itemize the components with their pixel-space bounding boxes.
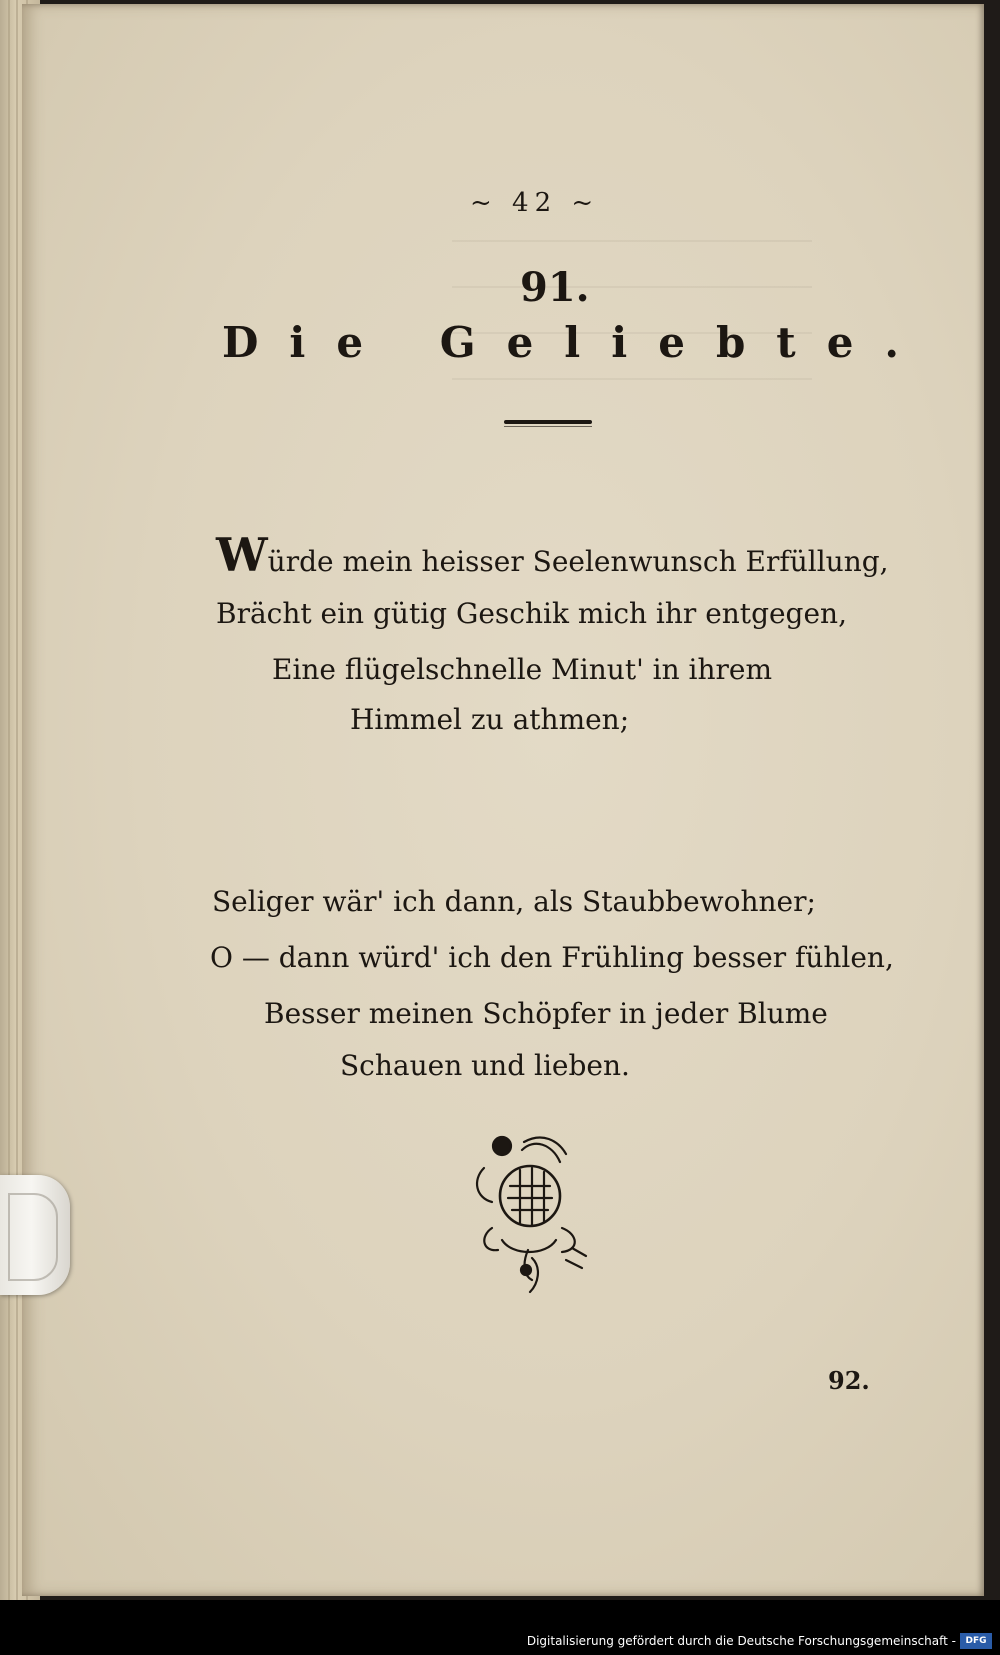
dfg-logo-icon: DFG [960,1633,992,1649]
footer-bar [0,1600,1000,1655]
poem-title: Die Geliebte. [222,318,931,367]
page-header: ~ 42 ~ [470,188,600,218]
stanza-2-line-3: Besser meinen Schöpfer in jeder Blume [264,997,828,1030]
stanza-1-line-2: Brächt ein gütig Geschik mich ihr entgegen, [216,597,847,630]
poem-number: 91. [520,264,590,311]
book-page [22,4,984,1596]
stanza-2-line-2: O — dann würd' ich den Frühling besser fühlen, [210,941,894,974]
floral-ornament-icon [462,1128,602,1298]
catchword: 92. [828,1366,870,1395]
stanza-1-line-4: Himmel zu athmen; [350,703,630,736]
stanza-2-line-1: Seliger wär' ich dann, als Staubbewohner; [212,885,816,918]
stanza-2-line-4: Schauen und lieben. [340,1049,630,1082]
plastic-clip [0,1175,70,1295]
stanza-1-line-3: Eine flügelschnelle Minut' in ihrem [272,653,773,686]
stanza-1-line-1: Würde mein heisser Seelenwunsch Erfüllung, [216,528,889,582]
digitization-credit: Digitalisierung gefördert durch die Deutsche Forschungsgemeinschaft - [526,1634,956,1648]
drop-cap: W [216,528,268,582]
title-rule [504,420,592,424]
title-rule-thin [504,426,592,427]
